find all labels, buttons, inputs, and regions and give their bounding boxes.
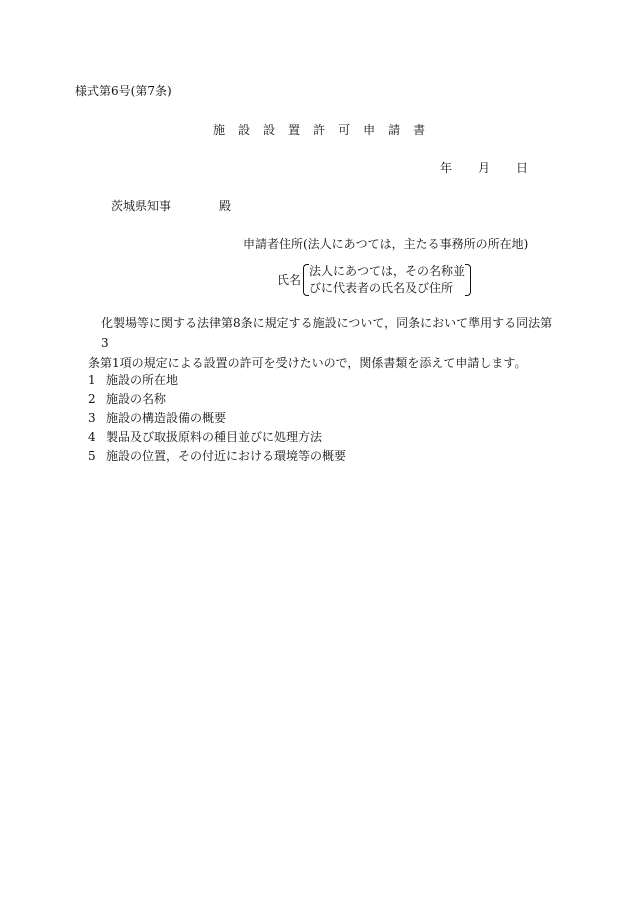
document-title <box>213 123 425 137</box>
title-char: 設 <box>238 123 251 137</box>
item-number: 1 <box>88 373 96 387</box>
item-text: 製品及び取扱原料の種目並びに処理方法 <box>106 430 323 444</box>
applicant-name-block <box>277 263 471 297</box>
title-char: 設 <box>263 123 276 137</box>
date-day: 日 <box>516 161 529 175</box>
addressee-name: 茨城県知事 <box>111 199 172 213</box>
item-text: 施設の構造設備の概要 <box>106 411 227 425</box>
title-char: 置 <box>288 123 301 137</box>
list-item <box>88 371 346 390</box>
title-char: 書 <box>413 123 426 137</box>
body-line: 条第1項の規定による設置の許可を受けたいので，関係書類を添えて申請します。 <box>88 356 527 370</box>
title-char: 請 <box>388 123 401 137</box>
title-char: 施 <box>213 123 226 137</box>
item-text: 施設の位置，その付近における環境等の概要 <box>106 449 347 463</box>
list-item <box>88 428 346 447</box>
name-note-bracket <box>303 263 471 297</box>
list-item <box>88 390 346 409</box>
item-list <box>88 371 346 466</box>
addressee-honorific: 殿 <box>219 199 232 213</box>
applicant-address: 申請者住所(法人にあつては，主たる事務所の所在地) <box>243 237 529 251</box>
date-month: 月 <box>478 161 491 175</box>
title-char: 許 <box>313 123 326 137</box>
title-char: 申 <box>363 123 376 137</box>
body-line: 化製場等に関する法律第8条に規定する施設について，同条において準用する同法第3 <box>101 316 553 350</box>
title-char: 可 <box>338 123 351 137</box>
date-year: 年 <box>440 161 453 175</box>
date-line <box>440 161 528 175</box>
item-text: 施設の名称 <box>106 392 167 406</box>
list-item <box>88 409 346 428</box>
form-number: 様式第6号(第7条) <box>75 84 172 98</box>
item-number: 2 <box>88 392 96 406</box>
item-number: 4 <box>88 430 96 444</box>
name-label: 氏名 <box>277 272 302 287</box>
item-text: 施設の所在地 <box>106 373 179 387</box>
list-item <box>88 447 346 466</box>
item-number: 3 <box>88 411 96 425</box>
addressee <box>111 199 231 213</box>
name-note-line: びに代表者の氏名及び住所 <box>309 281 454 295</box>
item-number: 5 <box>88 449 96 463</box>
application-body <box>88 313 558 373</box>
name-note-line: 法人にあつては，その名称並 <box>309 264 466 278</box>
